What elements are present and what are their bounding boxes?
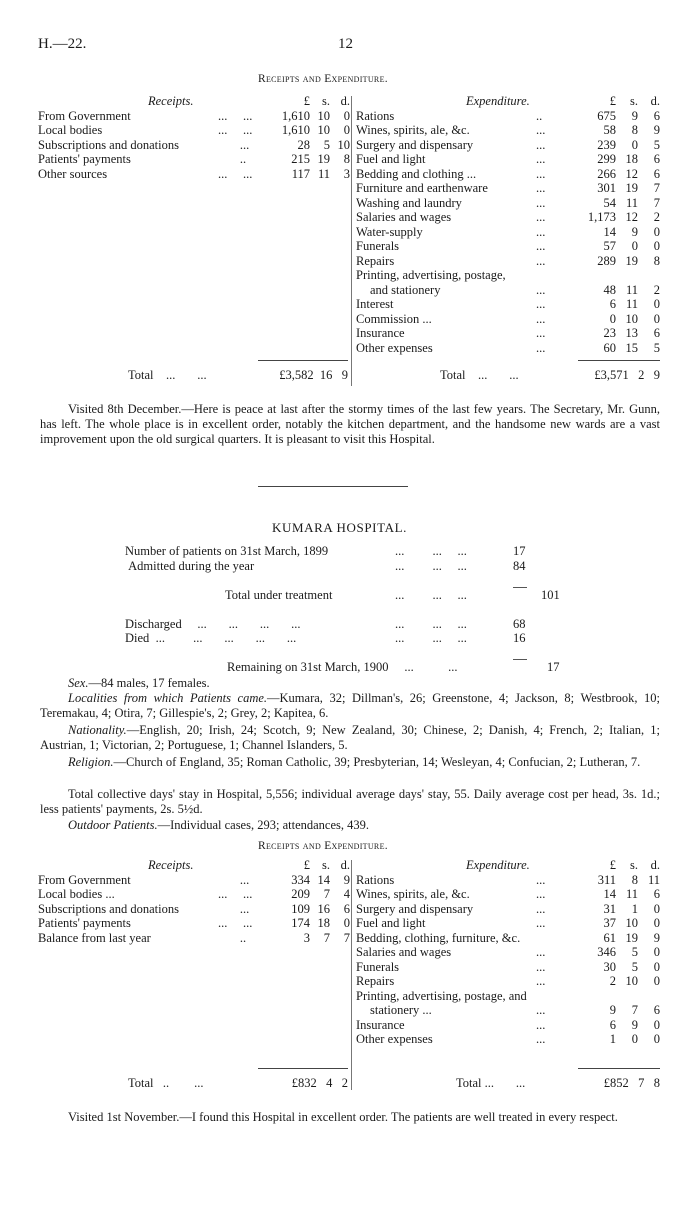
table-row: From Government ... 334 14 9 [38,872,350,887]
table-header-row [38,94,350,109]
column-divider [351,96,352,386]
table-row: and stationery ... 48 11 2 [370,282,660,297]
table-row: From Government ... ... 1,610 10 0 [38,108,350,123]
table-row: Salaries and wages ... 1,173 12 2 [356,210,660,224]
table-row: Funerals ... 57 0 0 [356,239,660,253]
section2-heading: Receipts and Expenditure. [258,840,388,852]
column-divider [351,860,352,1090]
stay-paragraph: Total collective days' stay in Hospital, 5,556; individual average days' stay, 55. Daily average cost per head, 3s. 1d.; less patients' payments, 2s. 5½d. [40,787,660,816]
stat-row: Total under treatment ... ... ... 101 [225,587,560,602]
table-row: Commission ... ... 0 10 0 [356,311,660,326]
col-pence: d. [340,94,350,108]
outdoor-line: Outdoor Patients.—Individual cases, 293; attendances, 439. [68,818,369,832]
table-row: Other expenses ... 1 0 0 [356,1032,660,1046]
expenditure-total: £852 7 8 [603,1076,660,1090]
table-row: Printing, advertising, postage, and [356,988,527,1003]
table-row: Surgery and dispensary ... 31 1 0 [356,901,660,916]
expenditure-label: Expenditure. [466,94,530,108]
receipts-total: £832 4 2 [291,1076,348,1090]
total-rule [578,360,660,361]
table-header-row: Receipts. £ s. d. [148,858,350,872]
section2-expenditure-table [356,858,660,1047]
stat-row: Remaining on 31st March, 1900 ... ... 17 [227,660,560,674]
total-rule [578,1068,660,1069]
sex-line: Sex.—84 males, 17 females. [68,676,210,690]
table-row: Patients' payments ... ... 174 18 0 [38,916,350,930]
table-row: Water-supply ... 14 9 0 [356,224,660,239]
receipts-total-label: Total ... ... [128,368,207,382]
col-pound: £ [303,94,310,108]
table-row: Balance from last year .. 3 7 7 [38,930,350,945]
table-row: Local bodies ... ... 1,610 10 0 [38,123,350,137]
stat-row: Number of patients on 31st March, 1899 ... ... ... 17 [125,544,526,558]
table-row: Repairs ... 289 19 8 [356,253,660,268]
page-number: 12 [338,36,353,52]
table-row: Other expenses ... 60 15 5 [356,340,660,355]
nationality-paragraph: Nationality.—English, 20; Irish, 24; Scotch, 9; New Zealand, 30; Chinese, 2; Danish, 4; French, 2; Italian, 1; Austrian, 1; Victorian, 2; Portuguese, 1; Channel Islanders, 5. [40,723,660,752]
col-shillings: s. [322,94,330,108]
table-row: Insurance ... 6 9 0 [356,1017,660,1032]
stat-row: Discharged ... ... ... ... ... ... ... 68 [125,616,526,631]
expenditure-total-label: Total ... ... [440,368,519,382]
table-row: Fuel and light ... 299 18 6 [356,152,660,166]
table-row: Surgery and dispensary ... 239 0 5 [356,137,660,152]
receipts-total: £3,582 16 9 [279,368,348,382]
table-row: Wines, spirits, ale, &c. ... 58 8 9 [356,123,660,137]
table-row: stationery ... ... 9 7 6 [370,1003,660,1017]
section1-receipts-table [38,94,350,181]
table-row: Repairs ... 2 10 0 [356,974,660,988]
section2-receipts-table [38,858,350,945]
table-header-row: Expenditure. £ s. d. [356,94,660,109]
expenditure-total-label: Total ... ... [456,1076,526,1090]
visit-note-1: Visited 8th December.—Here is peace at last after the stormy times of the last few years. The Secretary, Mr. Gunn, has left. The whole place is in excellent order, notably the kitchen department, and the handsome new wards are a vast improvement upon the old surgical quarters. It is pleasant to visit this Hospital. [40,402,660,446]
table-row: Furniture and earthenware ... 301 19 7 [356,181,660,195]
table-row: Rations ... 311 8 11 [356,872,660,887]
table-row: Funerals ... 30 5 0 [356,959,660,974]
table-row: Subscriptions and donations ... 28 5 10 [38,137,350,152]
table-row: Insurance ... 23 13 6 [356,326,660,340]
table-row: Wines, spirits, ale, &c. ... 14 11 6 [356,887,660,901]
table-row: Bedding, clothing, furniture, &c. 61 19 9 [356,930,660,945]
receipts-total-label: Total .. ... [128,1076,204,1090]
hospital-title: KUMARA HOSPITAL. [272,520,407,535]
table-row: Washing and laundry ... 54 11 7 [356,195,660,210]
religion-paragraph: Religion.—Church of England, 35; Roman Catholic, 39; Presbyterian, 14; Wesleyan, 4; Confucian, 2; Lutheran, 7. [68,755,641,769]
table-row: Local bodies ... ... ... 209 7 4 [38,887,350,901]
stat-row: Died ... ... ... ... ... ... ... ... 16 [125,631,526,645]
table-row: Rations .. 675 9 6 [356,108,660,123]
table-header-row: Expenditure. £ s. d. [466,858,660,872]
table-row: Patients' payments .. 215 19 8 [38,152,350,166]
patient-stats [125,544,571,675]
table-row: Bedding and clothing ... ... 266 12 6 [356,166,660,181]
section1-expenditure-table [356,94,660,355]
total-rule [258,1068,348,1069]
expenditure-total: £3,571 2 9 [594,368,660,382]
total-rule [258,360,348,361]
table-row: Fuel and light ... 37 10 0 [356,916,660,930]
table-row: Interest ... 6 11 0 [356,297,660,311]
section1-heading: Receipts and Expenditure. [258,73,388,85]
table-row: Other sources ... ... 117 11 3 [38,166,350,181]
report-code: H.—22. [38,36,87,52]
stat-row: Admitted during the year ... ... ... 84 [128,558,526,573]
table-row: Subscriptions and donations ... 109 16 6 [38,901,350,916]
table-row: Printing, advertising, postage, [356,268,506,282]
table-row: Salaries and wages ... 346 5 0 [356,945,660,959]
localities-paragraph: Localities from which Patients came.—Kumara, 32; Dillman's, 26; Greenstone, 4; Jackson, 8; Westbrook, 10; Teremakau, 4; Otira, 7; Gillespie's, 2; Grey, 2; Kapitea, 6. [40,691,660,720]
receipts-label: Receipts. [148,94,194,108]
section-divider [258,486,408,487]
visit-note-2: Visited 1st November.—I found this Hospital in excellent order. The patients are well treated in every respect. [68,1110,618,1124]
